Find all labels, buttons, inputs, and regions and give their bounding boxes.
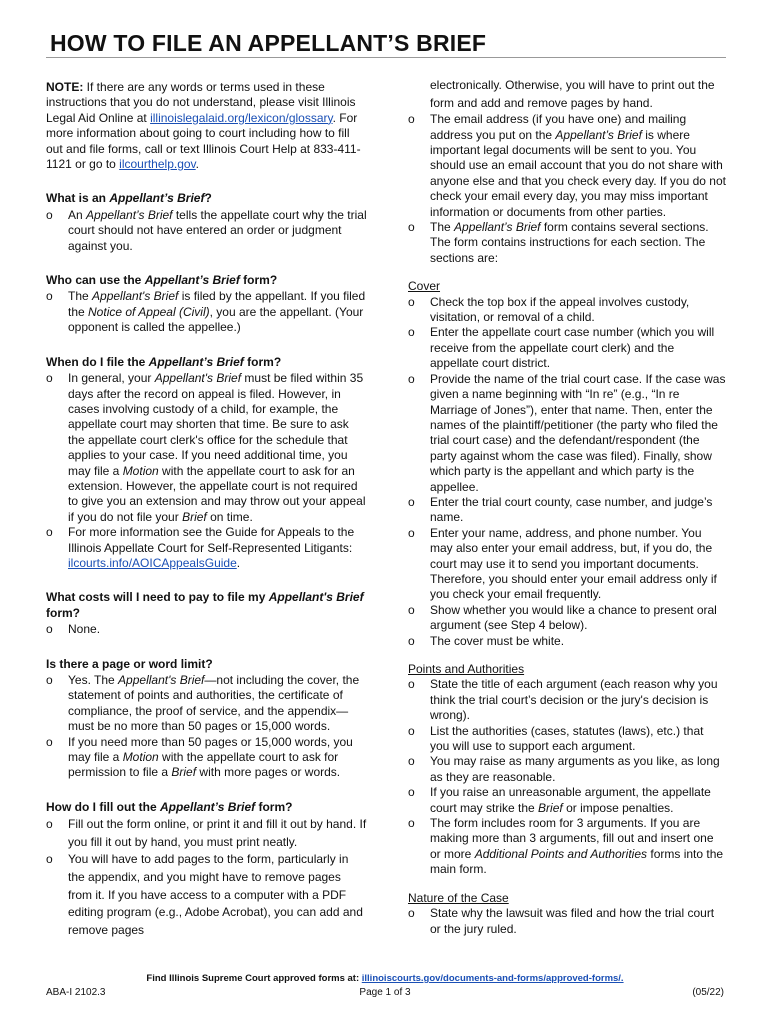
costs-heading: What costs will I need to pay to file my Appellant's Brief form? — [46, 590, 364, 620]
who-can-list — [46, 289, 368, 335]
when-file-heading: When do I file the Appellant’s Brief form? — [46, 354, 282, 369]
list-item: o The email address (if you have one) and mailing address you put on the Appellant’s Brief is where important legal documents will be sent to you. You should use an email account that you do not share with anyone else and that you check every day. If you do not check your email every day, you may miss important information or documents from other parties. — [408, 112, 726, 220]
left-column — [46, 80, 368, 939]
fill-out-heading: How do I fill out the Appellant’s Brief form? — [46, 799, 293, 814]
appeals-guide-link[interactable]: ilcourts.info/AOICAppealsGuide — [68, 555, 237, 570]
approved-forms-line: Find Illinois Supreme Court approved forms at: illinoiscourts.gov/documents-and-forms/approved-forms/. — [146, 973, 624, 984]
list-item: o If you need more than 50 pages or 15,000 words, you may file a Motion with the appellate court to ask for permission to file a Brief with more pages or words. — [46, 735, 368, 781]
when-file-list — [46, 371, 368, 571]
list-item: o In general, your Appellant's Brief must be filed within 35 days after the record on appeal is filed. However, in cases involving custody of a child, for example, the appellate court may shorten that time. Be sure to ask the appellate court clerk's office for the schedule that applies to your case. If you need additional time, you may file a Motion with the appellate court to ask for an extension. However, the appellate court is not required to give you an extension and may throw out your appeal if you do not file your Brief on time. — [46, 371, 368, 525]
cover-list — [408, 295, 726, 649]
note-label: NOTE: — [46, 80, 84, 94]
list-item: o Enter the appellate court case number (which you will receive from the appellate court clerk) and the appellate court district. — [408, 325, 726, 371]
note-text: If there are any words or terms used in these instructions that you do not understand, please visit Illinois Legal Aid Online at — [46, 80, 356, 125]
list-item: o You will have to add pages to the form, particularly in the appendix, and you might have to remove pages from it. If you have access to a computer with a PDF editing program (e.g., Adobe Acrobat), you can add and remove pages — [46, 851, 368, 939]
title-rule — [46, 57, 726, 58]
costs-list — [46, 622, 368, 637]
list-item: o You may raise as many arguments as you like, as long as they are reasonable. — [408, 754, 726, 785]
cover-heading: Cover — [408, 279, 441, 294]
list-item: o If you raise an unreasonable argument, the appellate court may strike the Brief or impose penalties. — [408, 785, 726, 816]
page-number: Page 1 of 3 — [359, 987, 411, 998]
list-item: o Enter your name, address, and phone number. You may also enter your email address, but, if you do, the court may use it to send you important documents. Therefore, you should enter your email address only if you check your email frequently. — [408, 526, 726, 603]
who-can-heading: Who can use the Appellant’s Brief form? — [46, 273, 278, 288]
list-item: o Show whether you would like a chance to present oral argument (see Step 4 below). — [408, 603, 726, 634]
nature-heading: Nature of the Case — [408, 890, 509, 905]
list-item: o None. — [46, 622, 368, 637]
note-text-3: . — [195, 157, 200, 172]
list-item: o Provide the name of the trial court case. If the case was given a name beginning with “In re” (e.g., “In re Marriage of Jones”), enter that name. Then, enter the names of the plaintiff/petitioner (the party who filed the trial court case) and the defendant/respondent (the party against whom the case was filed). Finally, show which party is the appellant and which party is the appellee. — [408, 372, 726, 495]
note-paragraph — [46, 80, 368, 172]
list-item: o Check the top box if the appeal involves custody, visitation, or removal of a child. — [408, 295, 726, 326]
revision-date: (05/22) — [692, 987, 724, 998]
list-item: o State the title of each argument (each reason why you think the trial court’s decision or the jury's decision is wrong). — [408, 677, 726, 723]
list-item: o State why the lawsuit was filed and how the trial court or the jury ruled. — [408, 906, 726, 937]
list-item: o Yes. The Appellant's Brief—not including the cover, the statement of points and authorities, the certificate of compliance, the proof of service, and the appendix—must be no more than 50 pages or 15,000 words. — [46, 673, 368, 735]
list-item: o The cover must be white. — [408, 634, 726, 649]
page-title: HOW TO FILE AN APPELLANT’S BRIEF — [50, 30, 487, 56]
list-item: o Enter the trial court county, case number, and judge’s name. — [408, 495, 726, 526]
fill-out-list — [46, 816, 368, 939]
list-item: o The form includes room for 3 arguments. If you are making more than 3 arguments, fill out and insert one or more Additional Points and Authorities forms into the main form. — [408, 816, 726, 878]
what-is-heading: What is an Appellant’s Brief? — [46, 191, 212, 206]
list-item: o The Appellant’s Brief form contains several sections. The form contains instructions for each section. The sections are: — [408, 220, 726, 266]
list-item: o List the authorities (cases, statutes (laws), etc.) that you will use to support each argument. — [408, 724, 726, 755]
list-item: o The Appellant's Brief is filed by the appellant. If you filed the Notice of Appeal (Civil), you are the appellant. (Your opponent is called the appellee.) — [46, 289, 368, 335]
list-item-continued: electronically. Otherwise, you will have to print out the form and add and remove pages by hand. — [430, 78, 715, 110]
approved-forms-link[interactable]: illinoiscourts.gov/documents-and-forms/approved-forms/. — [361, 973, 624, 984]
list-item: o An Appellant’s Brief tells the appellate court why the trial court should not have entered an order or judgment against you. — [46, 208, 368, 254]
form-id: ABA-I 2102.3 — [46, 987, 106, 998]
nature-list — [408, 906, 726, 937]
right-column — [408, 77, 726, 937]
note-text-2: . For more information about going to court including how to fill out and file forms, call or text Illinois Court Help at 833-411-1121 or go to — [46, 110, 361, 172]
points-heading: Points and Authorities — [408, 662, 525, 676]
list-item: o Fill out the form online, or print it and fill it out by hand. If you fill it out by hand, you must print neatly. — [46, 816, 368, 851]
list-item: o For more information see the Guide for Appeals to the Illinois Appellate Court for Self-Represented Litigants: ilcourts.info/AOICAppealsGuide. — [46, 525, 368, 571]
fill-out-list-continued — [408, 112, 726, 266]
ilcourthelp-link[interactable]: ilcourthelp.gov — [119, 157, 196, 172]
points-list — [408, 677, 726, 877]
glossary-link[interactable]: illinoislegalaid.org/lexicon/glossary — [150, 110, 333, 125]
limit-heading: Is there a page or word limit? — [46, 656, 213, 671]
what-is-list — [46, 208, 368, 254]
limit-list — [46, 673, 368, 781]
